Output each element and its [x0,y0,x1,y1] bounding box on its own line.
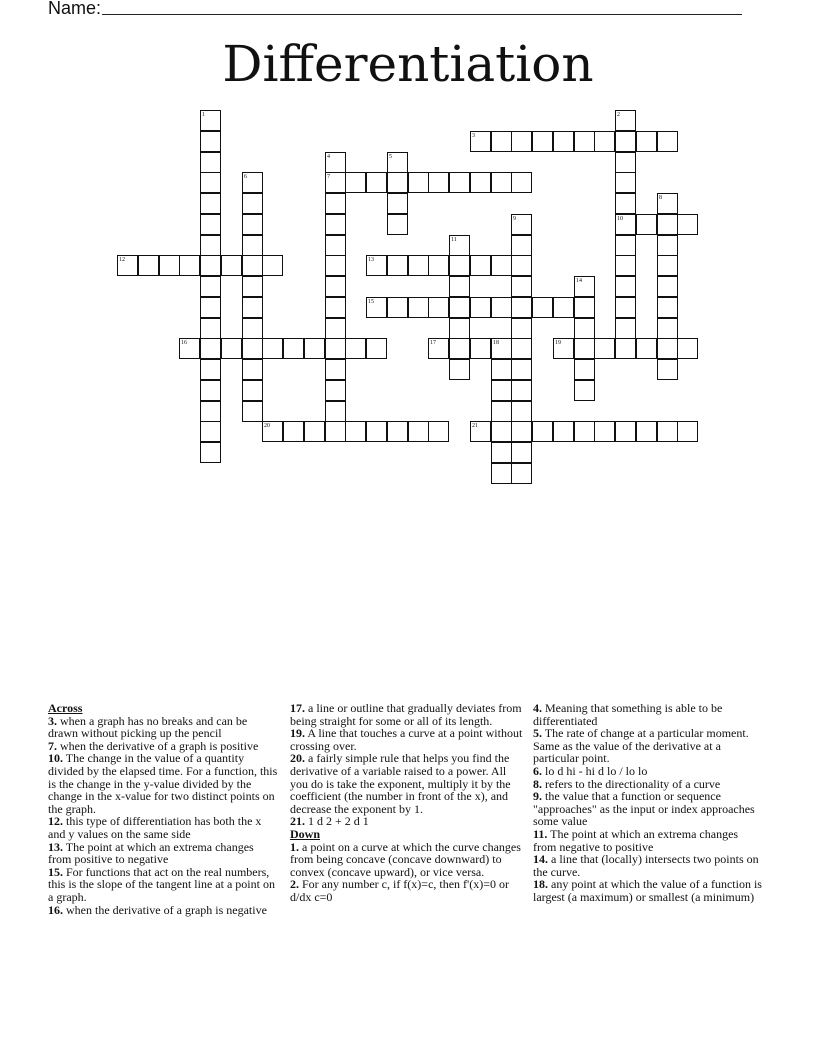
clue-number: 5. [533,726,542,741]
grid-cell[interactable] [387,297,408,318]
grid-cell[interactable] [325,172,346,193]
clue-number: 16. [48,902,63,917]
clue-text: Meaning that something is able to be differentiated [533,701,723,728]
grid-cell[interactable] [200,380,221,401]
grid-cell[interactable] [242,235,263,256]
clue-number-label: 2 [617,112,620,118]
grid-cell[interactable] [200,338,221,359]
clue-text: A line that touches a curve at a point without crossing over. [290,726,523,753]
grid-cell[interactable] [283,338,304,359]
grid-cell[interactable] [325,401,346,422]
clue-text: a fairly simple rule that helps you find the derivative of a variable raised to a power. All you do is take the exponent, multiply it by the coefficient (the number in front of the x), and decrease the exponent by 1. [290,751,511,816]
clue-number-label: 4 [327,154,330,160]
grid-cell[interactable] [304,421,325,442]
clue-number: 17. [290,701,305,715]
across-clue [290,815,526,828]
grid-cell[interactable] [366,338,387,359]
clue-text: this type of differentiation has both the x and y values on the same side [48,814,262,841]
grid-cell[interactable] [532,421,553,442]
across-clue [48,815,278,840]
grid-cell[interactable] [511,380,532,401]
grid-cell[interactable] [511,338,532,359]
grid-cell[interactable] [428,172,449,193]
grid-cell[interactable] [574,359,595,380]
grid-cell[interactable] [325,297,346,318]
grid-cell[interactable] [511,359,532,380]
grid-cell[interactable] [594,338,615,359]
grid-cell[interactable] [615,152,636,173]
grid-cell[interactable] [491,172,512,193]
grid-cell[interactable] [325,152,346,173]
across-clue [48,752,278,815]
clues-column-2 [290,702,526,904]
grid-cell[interactable] [511,235,532,256]
grid-cell[interactable] [221,338,242,359]
grid-cell[interactable] [117,255,138,276]
clue-number-label: 1 [202,112,205,118]
grid-cell[interactable] [491,442,512,463]
grid-cell[interactable] [325,214,346,235]
down-heading: Down [290,826,321,841]
grid-cell[interactable] [553,421,574,442]
clue-number-label: 17 [430,340,436,346]
clue-text: The rate of change at a particular moment. Same as the value of the derivative at a particular point. [533,726,749,766]
grid-cell[interactable] [325,421,346,442]
clue-number-label: 13 [368,257,374,263]
grid-cell[interactable] [408,421,429,442]
grid-cell[interactable] [408,172,429,193]
grid-cell[interactable] [491,297,512,318]
name-label: Name: [48,0,102,18]
grid-cell[interactable] [491,131,512,152]
clue-number: 3. [48,713,57,728]
clue-number-label: 11 [451,237,457,243]
grid-cell[interactable] [574,318,595,339]
grid-cell[interactable] [532,297,553,318]
grid-cell[interactable] [491,463,512,484]
grid-cell[interactable] [491,421,512,442]
grid-cell[interactable] [387,255,408,276]
grid-cell[interactable] [574,297,595,318]
grid-cell[interactable] [242,318,263,339]
grid-cell[interactable] [511,131,532,152]
grid-cell[interactable] [325,255,346,276]
grid-cell[interactable] [615,193,636,214]
across-clue [48,866,278,904]
grid-cell[interactable] [657,338,678,359]
grid-cell[interactable] [325,359,346,380]
clue-number-label: 5 [389,154,392,160]
grid-cell[interactable] [615,172,636,193]
grid-cell[interactable] [387,421,408,442]
grid-cell[interactable] [449,338,470,359]
grid-cell[interactable] [470,172,491,193]
clue-text: the value that a function or sequence "approaches" as the input or index approaches some value [533,789,755,829]
grid-cell[interactable] [345,338,366,359]
down-clue [533,878,763,903]
grid-cell[interactable] [574,131,595,152]
grid-cell[interactable] [179,255,200,276]
grid-cell[interactable] [491,359,512,380]
clue-text: a line that (locally) intersects two points on the curve. [533,852,759,879]
grid-cell[interactable] [242,193,263,214]
grid-cell[interactable] [242,401,263,422]
grid-cell[interactable] [200,235,221,256]
clue-number-label: 8 [659,195,662,201]
grid-cell[interactable] [366,421,387,442]
grid-cell[interactable] [242,297,263,318]
grid-cell[interactable] [200,421,221,442]
grid-cell[interactable] [470,131,491,152]
clue-number: 20. [290,751,305,766]
clue-number-label: 15 [368,299,374,305]
grid-cell[interactable] [449,276,470,297]
clue-number: 4. [533,701,542,715]
grid-cell[interactable] [511,172,532,193]
grid-cell[interactable] [200,442,221,463]
grid-cell[interactable] [242,172,263,193]
across-clue [290,752,526,815]
grid-cell[interactable] [345,421,366,442]
grid-cell[interactable] [262,338,283,359]
grid-cell[interactable] [242,338,263,359]
grid-cell[interactable] [594,421,615,442]
grid-cell[interactable] [325,318,346,339]
across-clue [48,841,278,866]
grid-cell[interactable] [511,297,532,318]
grid-cell[interactable] [242,214,263,235]
grid-cell[interactable] [470,297,491,318]
clue-number-label: 18 [493,340,499,346]
grid-cell[interactable] [657,297,678,318]
grid-cell[interactable] [615,318,636,339]
clue-number: 8. [533,776,542,791]
grid-cell[interactable] [511,276,532,297]
clue-number: 7. [48,738,57,753]
grid-cell[interactable] [387,152,408,173]
across-clue [48,715,278,740]
down-clue [533,727,763,765]
clue-number: 21. [290,814,305,829]
grid-cell[interactable] [615,255,636,276]
clue-number: 9. [533,789,542,804]
grid-cell[interactable] [304,338,325,359]
grid-cell[interactable] [574,338,595,359]
clue-text: 1 d 2 + 2 d 1 [308,814,369,829]
clue-text: For any number c, if f(x)=c, then f'(x)=0 or d/dx c=0 [290,877,509,904]
clue-number: 13. [48,839,63,854]
grid-cell[interactable] [491,255,512,276]
grid-cell[interactable] [200,214,221,235]
grid-cell[interactable] [511,463,532,484]
grid-cell[interactable] [615,421,636,442]
grid-cell[interactable] [657,255,678,276]
down-clue [533,828,763,853]
across-clue [48,904,278,917]
grid-cell[interactable] [200,401,221,422]
grid-cell[interactable] [636,214,657,235]
grid-cell[interactable] [325,338,346,359]
grid-cell[interactable] [428,297,449,318]
grid-cell[interactable] [657,421,678,442]
grid-cell[interactable] [491,338,512,359]
grid-cell[interactable] [221,255,242,276]
grid-cell[interactable] [615,235,636,256]
grid-cell[interactable] [200,152,221,173]
grid-cell[interactable] [242,276,263,297]
clue-number-label: 3 [472,133,475,139]
grid-cell[interactable] [677,338,698,359]
grid-cell[interactable] [366,172,387,193]
grid-cell[interactable] [511,442,532,463]
grid-cell[interactable] [200,359,221,380]
grid-cell[interactable] [470,255,491,276]
grid-cell[interactable] [470,338,491,359]
clue-text: lo d hi - hi d lo / lo lo [545,763,648,778]
grid-cell[interactable] [428,421,449,442]
down-clue [533,853,763,878]
clue-text: when the derivative of a graph is positive [60,738,259,753]
grid-cell[interactable] [200,172,221,193]
grid-cell[interactable] [366,255,387,276]
grid-cell[interactable] [574,380,595,401]
grid-cell[interactable] [325,380,346,401]
clue-text: when a graph has no breaks and can be drawn without picking up the pencil [48,713,248,741]
down-clue [533,790,763,828]
grid-cell[interactable] [242,255,263,276]
grid-cell[interactable] [511,255,532,276]
grid-cell[interactable] [574,276,595,297]
grid-cell[interactable] [615,214,636,235]
grid-cell[interactable] [200,110,221,131]
clue-number-label: 9 [513,216,516,222]
grid-cell[interactable] [325,276,346,297]
clue-text: The point at which an extrema changes from negative to positive [533,826,739,854]
grid-cell[interactable] [200,276,221,297]
grid-cell[interactable] [387,172,408,193]
grid-cell[interactable] [283,421,304,442]
grid-cell[interactable] [387,214,408,235]
down-clue [290,878,526,903]
clue-number: 11. [533,826,548,841]
grid-cell[interactable] [657,318,678,339]
grid-cell[interactable] [200,297,221,318]
clue-number: 6. [533,763,542,778]
grid-cell[interactable] [511,214,532,235]
clue-number-label: 12 [119,257,125,263]
clue-number: 19. [290,726,305,741]
clue-text: any point at which the value of a function is largest (a maximum) or smallest (a minimum) [533,877,762,904]
grid-cell[interactable] [553,338,574,359]
grid-cell[interactable] [636,421,657,442]
clue-number: 2. [290,877,299,892]
clue-text: a line or outline that gradually deviates from being straight for some or all of its length. [290,701,522,728]
grid-cell[interactable] [491,401,512,422]
grid-cell[interactable] [511,421,532,442]
clue-number-label: 10 [617,216,623,222]
clue-number-label: 21 [472,423,478,429]
puzzle-title: Differentiation [222,35,594,93]
grid-cell[interactable] [615,338,636,359]
grid-cell[interactable] [449,172,470,193]
clue-number: 12. [48,814,63,829]
grid-cell[interactable] [242,359,263,380]
grid-cell[interactable] [677,214,698,235]
grid-cell[interactable] [262,421,283,442]
grid-cell[interactable] [615,276,636,297]
grid-cell[interactable] [491,380,512,401]
grid-cell[interactable] [449,235,470,256]
grid-cell[interactable] [615,110,636,131]
grid-cell[interactable] [615,131,636,152]
clue-text: The point at which an extrema changes from positive to negative [48,839,254,867]
grid-cell[interactable] [325,193,346,214]
grid-cell[interactable] [449,255,470,276]
clue-text: when the derivative of a graph is negative [66,902,267,917]
grid-cell[interactable] [615,297,636,318]
clue-number-label: 16 [181,340,187,346]
grid-cell[interactable] [200,131,221,152]
across-clue [290,727,526,752]
grid-cell[interactable] [387,193,408,214]
grid-cell[interactable] [428,255,449,276]
grid-cell[interactable] [657,359,678,380]
grid-cell[interactable] [428,338,449,359]
clue-number: 10. [48,751,63,766]
grid-cell[interactable] [200,318,221,339]
grid-cell[interactable] [657,193,678,214]
grid-cell[interactable] [636,131,657,152]
grid-cell[interactable] [657,214,678,235]
clue-number-label: 20 [264,423,270,429]
clue-number: 14. [533,852,548,867]
grid-cell[interactable] [179,338,200,359]
grid-cell[interactable] [574,421,595,442]
clue-number: 15. [48,864,63,879]
grid-cell[interactable] [553,297,574,318]
grid-cell[interactable] [200,255,221,276]
grid-cell[interactable] [470,421,491,442]
grid-cell[interactable] [262,255,283,276]
grid-cell[interactable] [511,318,532,339]
grid-cell[interactable] [553,131,574,152]
grid-cell[interactable] [345,172,366,193]
grid-cell[interactable] [200,193,221,214]
grid-cell[interactable] [532,131,553,152]
grid-cell[interactable] [677,421,698,442]
clue-text: refers to the directionality of a curve [545,776,721,791]
clue-number-label: 6 [244,174,247,180]
clue-number: 1. [290,839,299,854]
grid-cell[interactable] [325,235,346,256]
clue-text: a point on a curve at which the curve changes from being concave (concave downward) to convex (concave upward), or vice versa. [290,839,521,879]
grid-cell[interactable] [242,380,263,401]
grid-cell[interactable] [449,297,470,318]
clues-column-1 [48,702,278,916]
crossword-grid [0,0,816,520]
clue-text: The change in the value of a quantity divided by the elapsed time. For a function, this is the change in the y-value divided by the change in the x-value for two distinct points on the graph. [48,751,278,816]
clue-number-label: 14 [576,278,582,284]
grid-cell[interactable] [449,359,470,380]
grid-cell[interactable] [159,255,180,276]
grid-cell[interactable] [594,131,615,152]
clue-number-label: 19 [555,340,561,346]
grid-cell[interactable] [636,338,657,359]
grid-cell[interactable] [449,318,470,339]
down-clue [533,702,763,727]
grid-cell[interactable] [138,255,159,276]
grid-cell[interactable] [408,255,429,276]
across-heading: Across [48,701,83,715]
grid-cell[interactable] [657,131,678,152]
clue-number-label: 7 [327,174,330,180]
clues-column-3 [533,702,763,904]
grid-cell[interactable] [408,297,429,318]
grid-cell[interactable] [366,297,387,318]
grid-cell[interactable] [657,235,678,256]
down-clue [290,841,526,879]
across-clue [290,702,526,727]
clue-text: For functions that act on the real numbers, this is the slope of the tangent line at a point on a graph. [48,864,275,904]
grid-cell[interactable] [657,276,678,297]
clue-number: 18. [533,877,548,892]
grid-cell[interactable] [511,401,532,422]
